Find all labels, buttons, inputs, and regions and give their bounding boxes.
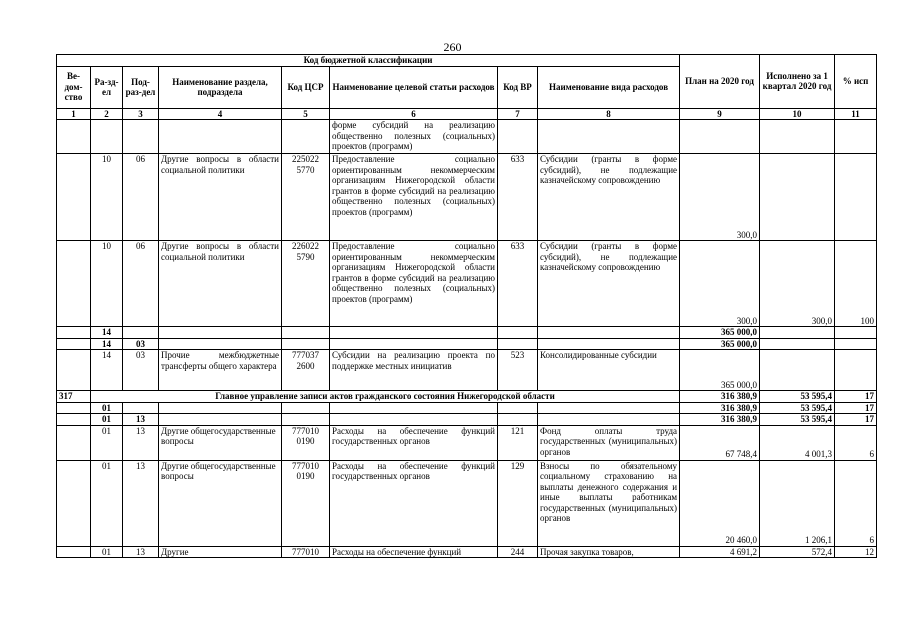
razdel-cell: 14 [91, 327, 123, 339]
executed-cell: 53 595,4 [760, 391, 835, 403]
executed-cell: 53 595,4 [760, 414, 835, 426]
executed-cell: 572,4 [760, 546, 835, 558]
executed-cell [760, 154, 835, 241]
col-num: 2 [91, 108, 123, 120]
csr-name-cell: Расходы на обеспечение функций государственных органов [330, 460, 498, 546]
col-num: 8 [538, 108, 680, 120]
plan-cell: 365 000,0 [680, 327, 760, 339]
plan-header: План на 2020 год [680, 55, 760, 109]
razdel-cell: 01 [91, 460, 123, 546]
column-numbers-row [57, 108, 877, 120]
podrazdel-cell: 03 [123, 338, 159, 350]
budget-table [56, 54, 877, 558]
csr-name-cell: Расходы на обеспечение функций государственных органов [330, 425, 498, 460]
razdel-cell: 14 [91, 338, 123, 350]
csr-name-cell: Предоставление социально ориентированным некоммерческим организациям Нижегородской области грантов в форме субсидий на реализацию общественно полезных (социальных) проектов (программ) [330, 241, 498, 327]
razdel-header: Ра-зд-ел [91, 66, 123, 108]
csr-name-cell: Предоставление социально ориентированным некоммерческим организациям Нижегородской области грантов в форме субсидий на реализацию общественно полезных (социальных) проектов (программ) [330, 154, 498, 241]
col-num: 5 [282, 108, 330, 120]
percent-cell: 100 [835, 241, 877, 327]
podrazdel-header: Под-раз-дел [123, 66, 159, 108]
budget-classification-header: Код бюджетной классификации [57, 55, 680, 67]
name-cell: Прочие межбюджетные трансферты общего характера [159, 350, 282, 391]
plan-cell: 300,0 [680, 241, 760, 327]
col-num: 3 [123, 108, 159, 120]
table-row [57, 120, 877, 154]
vedom-header: Ве-дом-ство [57, 66, 91, 108]
col-num: 10 [760, 108, 835, 120]
name-csr-header: Наименование целевой статьи расходов [330, 66, 498, 108]
col-num: 7 [498, 108, 538, 120]
name-cell: Другие вопросы в области социальной политики [159, 241, 282, 327]
vr-name-cell: Фонд оплаты труда государственных (муниципальных) органов [538, 425, 680, 460]
vr-cell: 244 [498, 546, 538, 558]
plan-cell: 365 000,0 [680, 350, 760, 391]
razdel-cell: 10 [91, 241, 123, 327]
vr-cell: 121 [498, 425, 538, 460]
razdel-cell: 14 [91, 350, 123, 391]
percent-cell: 17 [835, 402, 877, 414]
vr-cell: 523 [498, 350, 538, 391]
csr-cell: 226022 5790 [282, 241, 330, 327]
executed-cell: 1 206,1 [760, 460, 835, 546]
kod-csr-header: Код ЦСР [282, 66, 330, 108]
razdel-cell: 10 [91, 154, 123, 241]
executed-cell: 4 001,3 [760, 425, 835, 460]
name-vr-header: Наименование вида расходов [538, 66, 680, 108]
csr-name-cell: форме субсидий на реализацию общественно полезных (социальных) проектов (программ) [330, 120, 498, 154]
plan-cell: 365 000,0 [680, 338, 760, 350]
razdel-cell: 01 [91, 425, 123, 460]
percent-header: % исп [835, 55, 877, 109]
podrazdel-cell: 13 [123, 425, 159, 460]
percent-cell: 17 [835, 391, 877, 403]
razdel-cell: 01 [91, 402, 123, 414]
name-cell: Другие вопросы в области социальной политики [159, 154, 282, 241]
executed-cell: 53 595,4 [760, 402, 835, 414]
col-num: 1 [57, 108, 91, 120]
podrazdel-cell: 06 [123, 154, 159, 241]
name-cell: Другие общегосударственные вопросы [159, 425, 282, 460]
podrazdel-cell: 03 [123, 350, 159, 391]
csr-cell: 777037 2600 [282, 350, 330, 391]
table-row [57, 241, 877, 327]
csr-cell: 777010 0190 [282, 425, 330, 460]
podrazdel-cell: 06 [123, 241, 159, 327]
percent-cell: 6 [835, 425, 877, 460]
subtotal-row [57, 327, 877, 339]
vr-name-cell: Консолидированные субсидии [538, 350, 680, 391]
subtotal-row [57, 414, 877, 426]
plan-cell: 316 380,9 [680, 402, 760, 414]
percent-cell: 12 [835, 546, 877, 558]
col-num: 11 [835, 108, 877, 120]
vr-name-cell: Прочая закупка товаров, [538, 546, 680, 558]
podrazdel-cell: 13 [123, 460, 159, 546]
name-razdel-header: Наименование раздела, подраздела [159, 66, 282, 108]
podrazdel-cell: 13 [123, 414, 159, 426]
vr-cell: 633 [498, 241, 538, 327]
plan-cell: 316 380,9 [680, 391, 760, 403]
page-number: 260 [443, 40, 462, 54]
csr-cell: 225022 5770 [282, 154, 330, 241]
subtotal-row [57, 402, 877, 414]
razdel-cell: 01 [91, 414, 123, 426]
kod-vr-header: Код ВР [498, 66, 538, 108]
plan-cell: 67 748,4 [680, 425, 760, 460]
vr-cell: 129 [498, 460, 538, 546]
executed-header: Исполнено за 1 квартал 2020 год [760, 55, 835, 109]
table-row [57, 546, 877, 558]
vr-name-cell: Субсидии (гранты в форме субсидий), не подлежащие казначейскому сопровождению [538, 154, 680, 241]
csr-cell: 777010 [282, 546, 330, 558]
plan-cell: 300,0 [680, 154, 760, 241]
col-num: 9 [680, 108, 760, 120]
percent-cell: 6 [835, 460, 877, 546]
table-row [57, 425, 877, 460]
plan-cell: 20 460,0 [680, 460, 760, 546]
razdel-cell: 01 [91, 546, 123, 558]
col-num: 6 [330, 108, 498, 120]
podrazdel-cell: 13 [123, 546, 159, 558]
plan-cell: 316 380,9 [680, 414, 760, 426]
vr-cell: 633 [498, 154, 538, 241]
vr-name-cell: Взносы по обязательному социальному страхованию на выплаты денежного содержания и иные выплаты работникам государственных (муниципальных) органов [538, 460, 680, 546]
csr-name-cell: Субсидии на реализацию проекта по поддержке местных инициатив [330, 350, 498, 391]
table-row [57, 460, 877, 546]
vedom-cell: 317 [57, 391, 91, 403]
plan-cell: 4 691,2 [680, 546, 760, 558]
subtotal-row [57, 338, 877, 350]
col-num: 4 [159, 108, 282, 120]
csr-cell: 777010 0190 [282, 460, 330, 546]
executed-cell: 300,0 [760, 241, 835, 327]
vr-name-cell: Субсидии (гранты в форме субсидий), не подлежащие казначейскому сопровождению [538, 241, 680, 327]
department-title: Главное управление записи актов гражданского состояния Нижегородской области [91, 391, 680, 403]
percent-cell [835, 154, 877, 241]
table-row [57, 154, 877, 241]
table-row [57, 350, 877, 391]
csr-name-cell: Расходы на обеспечение функций [330, 546, 498, 558]
percent-cell: 17 [835, 414, 877, 426]
name-cell: Другие общегосударственные вопросы [159, 460, 282, 546]
name-cell: Другие [159, 546, 282, 558]
department-row [57, 391, 877, 403]
